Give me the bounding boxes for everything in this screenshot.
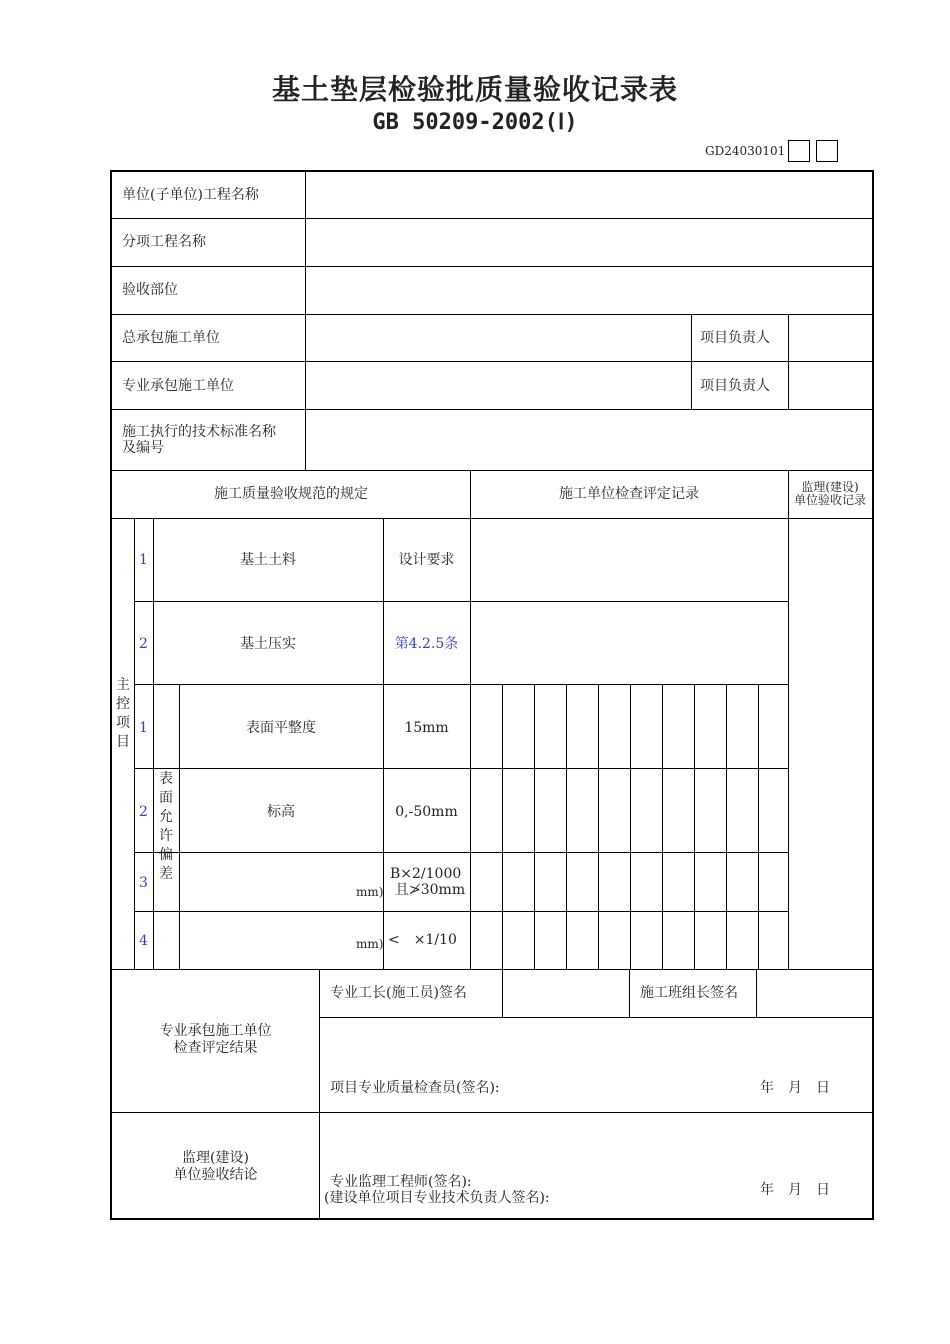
- sub-project-label: 分项工程名称: [122, 234, 206, 250]
- item-record-2[interactable]: [471, 602, 788, 684]
- item-name-compaction: 基土压实: [240, 636, 296, 652]
- deviation-name-4: mm): [356, 937, 384, 951]
- item-number-1: 1: [139, 552, 148, 568]
- project-manager-label-1: 项目负责人: [700, 330, 770, 346]
- form-number: GD24030101: [705, 144, 786, 158]
- deviation-req-3-line2: 且≯30mm: [395, 882, 466, 898]
- supervision-conclusion-label-2: 单位验收结论: [173, 1167, 258, 1183]
- form-title: 基土垫层检验批质量验收记录表: [271, 73, 678, 106]
- form-table: [110, 170, 874, 1220]
- acceptance-part-value[interactable]: [306, 267, 872, 314]
- supervision-conclusion-label-1: 监理(建设): [182, 1150, 249, 1166]
- tech-standard-value[interactable]: [306, 410, 872, 470]
- foreman-sign-label: 专业工长(施工员)签名: [330, 985, 467, 1001]
- contractor-result-label-2: 检查评定结果: [173, 1040, 258, 1056]
- project-manager-value-2[interactable]: [789, 362, 872, 409]
- number-box-1[interactable]: [788, 140, 810, 162]
- project-manager-label-2: 项目负责人: [700, 378, 770, 394]
- item-record-1[interactable]: [471, 519, 788, 601]
- unit-project-label: 单位(子单位)工程名称: [122, 187, 259, 203]
- deviation-number-3: 3: [139, 875, 148, 891]
- unit-project-value[interactable]: [306, 172, 872, 218]
- deviation-label: 表面允许偏差: [159, 771, 173, 882]
- deviation-number-1: 1: [139, 720, 148, 736]
- check-record-header: 施工单位检查评定记录: [559, 486, 699, 502]
- sub-project-value[interactable]: [306, 219, 872, 266]
- deviation-req-flatness: 15mm: [404, 720, 449, 736]
- number-box-2[interactable]: [816, 140, 838, 162]
- standard-code: GB 50209-2002(Ⅰ): [372, 110, 578, 135]
- general-contractor-value[interactable]: [306, 315, 691, 361]
- deviation-number-4: 4: [139, 933, 148, 949]
- general-contractor-label: 总承包施工单位: [122, 330, 220, 346]
- item-name-soil-material: 基土土料: [240, 552, 296, 568]
- supervision-engineer-label: 专业监理工程师(签名):: [330, 1174, 472, 1190]
- contractor-date: 年 月 日: [760, 1080, 830, 1096]
- tech-standard-label-1: 施工执行的技术标准名称: [122, 424, 276, 440]
- deviation-number-2: 2: [139, 804, 148, 820]
- acceptance-part-label: 验收部位: [122, 282, 178, 298]
- deviation-name-3: mm): [356, 885, 384, 899]
- item-req-design: 设计要求: [398, 552, 455, 568]
- specialty-contractor-value[interactable]: [306, 362, 691, 409]
- project-manager-value-1[interactable]: [789, 315, 872, 361]
- foreman-sign-field[interactable]: [503, 970, 629, 1017]
- specialty-contractor-label: 专业承包施工单位: [122, 378, 234, 394]
- team-leader-sign-field[interactable]: [757, 970, 872, 1017]
- deviation-req-3-line1: B×2/1000: [390, 866, 462, 882]
- contractor-result-label-1: 专业承包施工单位: [159, 1023, 272, 1039]
- team-leader-sign-label: 施工班组长签名: [640, 985, 738, 1001]
- deviation-req-elevation: 0,-50mm: [395, 804, 458, 820]
- deviation-name-elevation: 标高: [267, 804, 295, 820]
- supervision-header-1: 监理(建设): [801, 480, 859, 494]
- supervision-record-main[interactable]: [789, 519, 872, 684]
- main-control-label: 主控项目: [116, 677, 130, 750]
- supervision-date: 年 月 日: [760, 1182, 830, 1198]
- qc-inspector-label: 项目专业质量检查员(签名):: [330, 1080, 500, 1096]
- item-req-clause: 第4.2.5条: [394, 636, 459, 652]
- item-number-2: 2: [139, 636, 148, 652]
- spec-header: 施工质量验收规范的规定: [214, 486, 368, 502]
- tech-standard-label-2: 及编号: [122, 440, 164, 456]
- supervision-header-2: 单位验收记录: [793, 493, 866, 507]
- supervision-record-deviation[interactable]: [789, 685, 872, 969]
- owner-tech-lead-label: (建设单位项目专业技术负责人签名):: [324, 1190, 550, 1206]
- deviation-name-flatness: 表面平整度: [246, 720, 316, 736]
- deviation-req-4: < ×1/10: [388, 932, 457, 948]
